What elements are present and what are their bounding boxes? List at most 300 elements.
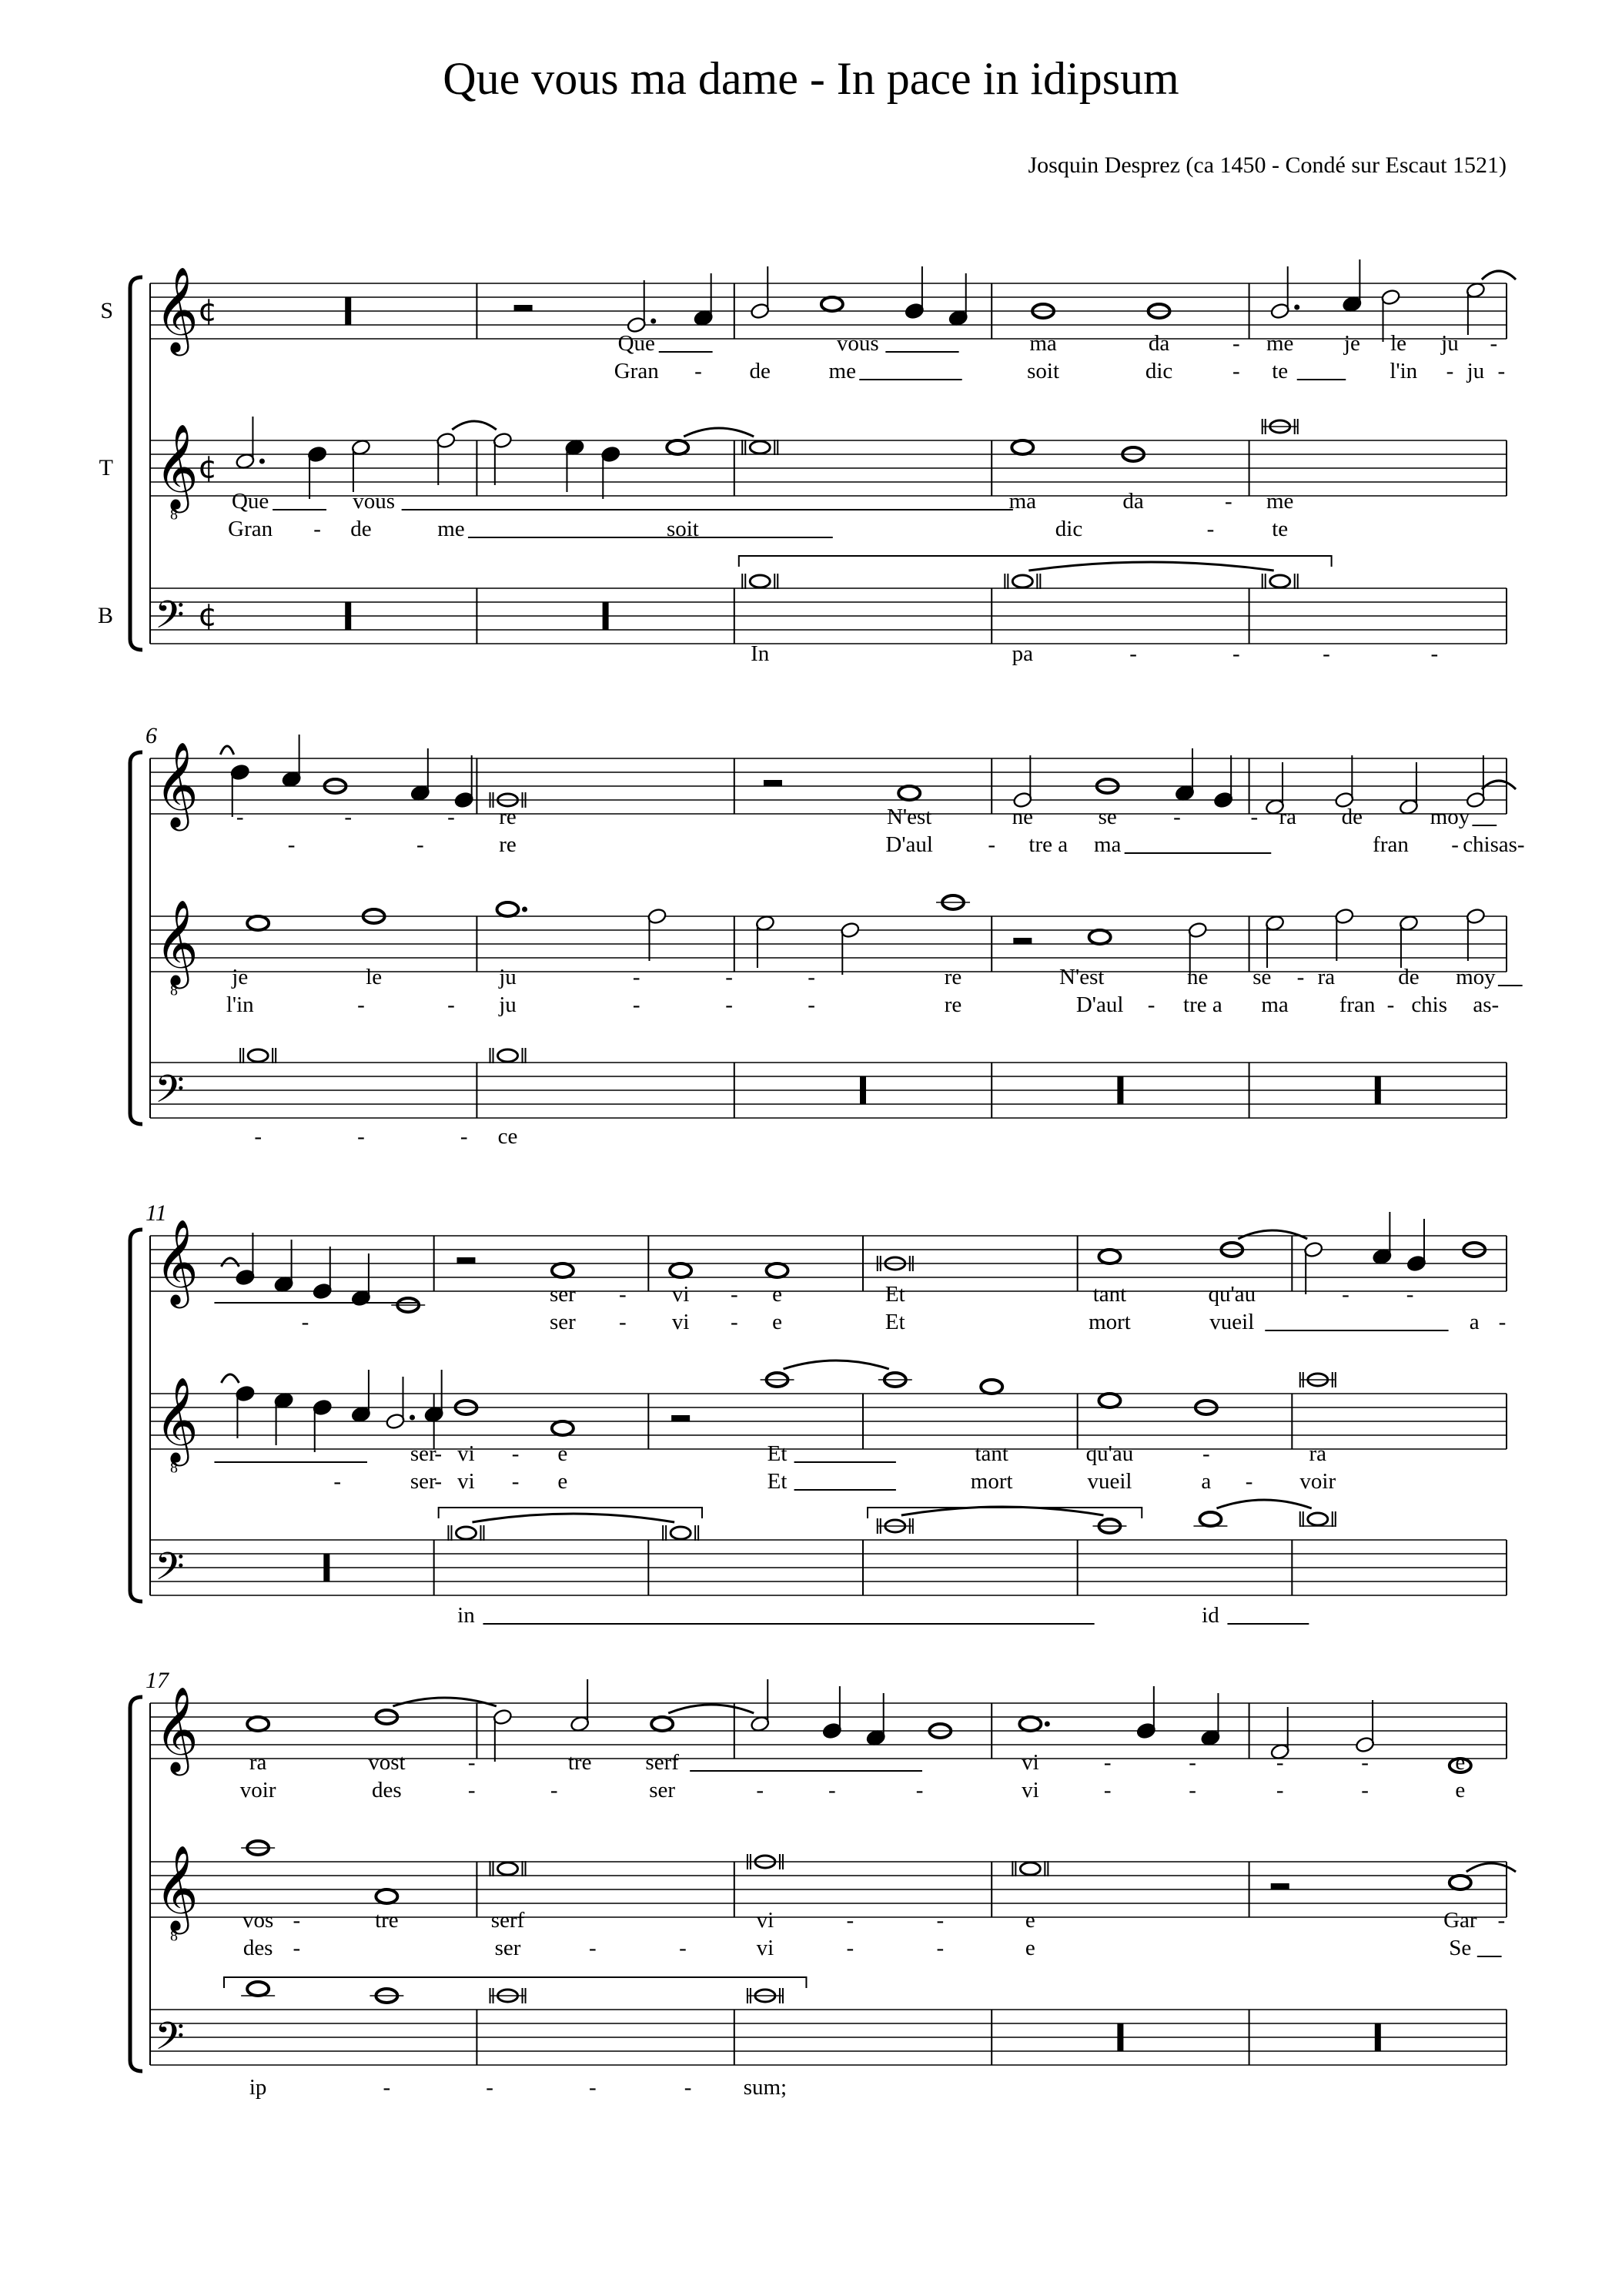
lyric-syllable: vi: [1022, 1778, 1039, 1802]
lyric-syllable: -: [357, 992, 365, 1017]
lyric-syllable: ju: [1441, 331, 1459, 356]
lyric-syllable: ra: [1317, 965, 1336, 989]
treble-clef: 𝄞: [155, 899, 199, 986]
lyric-syllable: -: [1206, 517, 1215, 541]
lyric-syllable: me: [1266, 331, 1294, 356]
breve-note: [456, 1527, 476, 1539]
breve-note: [1270, 575, 1290, 587]
tie-slur: [472, 1514, 674, 1522]
lyric-syllable: -: [511, 1469, 520, 1494]
lyric-syllable: dic: [1145, 359, 1173, 383]
lyric-syllable: se: [1252, 965, 1272, 989]
lyric-syllable: je: [1343, 331, 1360, 356]
system-bracket: [130, 1230, 142, 1602]
treble-clef: 𝄞: [155, 741, 199, 828]
lyric-syllable: -: [447, 805, 455, 829]
whole-note: [247, 1717, 269, 1731]
lyric-syllable: ra: [1279, 805, 1297, 829]
system-4: [130, 1668, 1516, 2100]
lyric-syllable: -: [1225, 489, 1232, 514]
augmentation-dot: [259, 459, 265, 464]
lyric-syllable: -: [846, 1908, 854, 1933]
lyric-syllable: -: [1296, 965, 1305, 989]
breve-note: [750, 441, 770, 454]
lyric-syllable: -: [1245, 1469, 1253, 1494]
lyric-syllable: -: [344, 805, 353, 829]
lyric-syllable: vi: [671, 1310, 690, 1334]
lyric-syllable: -: [357, 1124, 365, 1149]
lyric-syllable: Et: [885, 1282, 905, 1307]
lyric-syllable: -: [1232, 641, 1240, 666]
breve-note: [671, 1527, 691, 1539]
lyric-syllable: -: [293, 1936, 301, 1960]
lyric-syllable: vi: [756, 1908, 774, 1933]
lyric-syllable: -: [1406, 1282, 1414, 1307]
lyric-syllable: as-: [1473, 992, 1500, 1017]
treble-clef: 𝄞: [155, 1844, 199, 1931]
ligature-bracket: [739, 556, 1332, 567]
half-rest: [1271, 1883, 1289, 1889]
lyric-syllable: vi: [457, 1469, 475, 1494]
lyric-syllable: vueil: [1209, 1310, 1255, 1334]
lyric-syllable: e: [1025, 1936, 1035, 1960]
lyric-syllable: -: [447, 992, 455, 1017]
lyric-syllable: soit: [1027, 359, 1060, 383]
lyric-syllable: ne: [1012, 805, 1034, 829]
lyric-syllable: -: [550, 1778, 558, 1802]
lyric-syllable: tre a: [1028, 832, 1069, 857]
long-rest: [1117, 1076, 1123, 1104]
augmentation-dot: [522, 907, 527, 912]
lyric-syllable: Et: [885, 1310, 905, 1334]
augmentation-dot: [1294, 305, 1299, 310]
breve-note: [498, 1863, 518, 1875]
lyric-syllable: me: [828, 359, 856, 383]
lyric-syllable: Gran: [228, 517, 273, 541]
lyric-syllable: -: [756, 1778, 764, 1802]
octave-mark: 8: [170, 1459, 178, 1477]
lyric-syllable: te: [1272, 359, 1289, 383]
lyric-syllable: des: [242, 1936, 273, 1960]
lyric-syllable: e: [557, 1441, 568, 1466]
whole-note: [1012, 440, 1033, 454]
lyric-syllable: me: [1266, 489, 1294, 514]
lyric-syllable: -: [1147, 992, 1155, 1017]
whole-note: [376, 1889, 397, 1903]
lyric-syllable: ser: [410, 1441, 436, 1466]
whole-note: [667, 440, 688, 454]
breve-note: [1012, 575, 1032, 587]
lyric-syllable: moy: [1456, 965, 1496, 989]
lyric-syllable: mort: [970, 1469, 1013, 1494]
whole-note: [767, 1263, 788, 1277]
voice-label: T: [99, 455, 113, 480]
lyric-syllable: ju: [499, 965, 517, 989]
whole-note: [1089, 930, 1111, 944]
system-bracket: [130, 277, 142, 650]
lyric-syllable: tre a: [1183, 992, 1222, 1017]
half-rest: [764, 780, 782, 786]
breve-note: [1308, 1513, 1328, 1525]
treble-clef: 𝄞: [155, 266, 199, 353]
tie-slur: [668, 1705, 754, 1713]
lyric-syllable: ma: [1261, 992, 1289, 1017]
lyric-syllable: l'in: [226, 992, 254, 1017]
lyric-syllable: -: [313, 517, 321, 541]
lyric-syllable: re: [944, 965, 962, 989]
breve-note: [248, 1049, 268, 1062]
ligature-bracket: [224, 1977, 806, 1988]
lyric-syllable: te: [1272, 517, 1289, 541]
system-2: [130, 723, 1525, 1149]
lyric-syllable: -: [1497, 1908, 1506, 1933]
lyric-syllable: fran: [1373, 832, 1409, 857]
lyric-syllable: -: [1386, 992, 1395, 1017]
lyric-syllable: chis: [1463, 832, 1499, 857]
bass-clef: 𝄢: [155, 593, 185, 648]
breve-note: [498, 1049, 518, 1062]
lyric-syllable: e: [772, 1282, 782, 1307]
lyric-syllable: -: [619, 1310, 627, 1334]
long-rest: [1375, 1076, 1381, 1104]
lyric-syllable: vi: [457, 1441, 475, 1466]
lyric-syllable: N'est: [1059, 965, 1105, 989]
lyric-syllable: -: [486, 2075, 493, 2100]
bass-clef: 𝄢: [155, 2014, 185, 2069]
bass-clef: 𝄢: [155, 1067, 185, 1122]
lyric-syllable: -: [434, 1441, 443, 1466]
whole-note: [670, 1263, 691, 1277]
lyric-syllable: de: [749, 359, 771, 383]
lyric-syllable: l'in: [1390, 359, 1418, 383]
lyric-syllable: -: [632, 965, 640, 989]
lyric-syllable: Et: [767, 1441, 788, 1466]
lyric-syllable: da: [1122, 489, 1144, 514]
lyric-syllable: vous: [353, 489, 396, 514]
lyric-syllable: qu'au: [1085, 1441, 1134, 1466]
lyric-syllable: ra: [1309, 1441, 1327, 1466]
lyric-syllable: -: [416, 832, 424, 857]
lyric-syllable: moy: [1430, 805, 1470, 829]
lyric-syllable: -: [1498, 1310, 1507, 1334]
lyric-syllable: -: [808, 992, 815, 1017]
lyric-syllable: e: [1455, 1750, 1466, 1775]
lyric-syllable: -: [467, 1778, 476, 1802]
lyric-syllable: des: [372, 1778, 402, 1802]
lyric-syllable: Se: [1449, 1936, 1472, 1960]
page-title: Que vous ma dame - In pace in idipsum: [443, 53, 1179, 104]
lyric-syllable: re: [499, 832, 517, 857]
lyric-syllable: tre: [567, 1750, 592, 1775]
lyric-syllable: re: [944, 992, 962, 1017]
system-bracket: [130, 1697, 142, 2071]
lyric-syllable: -: [1497, 359, 1506, 383]
tie-slur: [220, 746, 233, 755]
tie-slur: [784, 1361, 889, 1369]
lyric-syllable: ma: [1008, 489, 1037, 514]
lyric-syllable: a: [1469, 1310, 1480, 1334]
cut-time-signature: ¢: [198, 597, 218, 634]
lyric-syllable: -: [1430, 641, 1439, 666]
lyric-syllable: le: [1390, 331, 1407, 356]
lyric-syllable: -: [1276, 1778, 1284, 1802]
lyric-syllable: vi: [671, 1282, 690, 1307]
lyric-syllable: -: [287, 832, 296, 857]
lyric-syllable: -: [936, 1908, 945, 1933]
lyric-syllable: voir: [1299, 1469, 1336, 1494]
lyric-syllable: da: [1148, 331, 1170, 356]
system-1: [98, 259, 1516, 666]
lyric-syllable: -: [1451, 832, 1459, 857]
lyric-syllable: Que: [231, 489, 269, 514]
treble-clef: 𝄞: [155, 423, 199, 510]
lyric-syllable: Gar: [1443, 1908, 1477, 1933]
lyric-syllable: vous: [836, 331, 879, 356]
lyric-syllable: -: [1103, 1750, 1112, 1775]
bass-clef: 𝄢: [155, 1545, 185, 1599]
lyric-syllable: ne: [1187, 965, 1209, 989]
lyric-syllable: D'aul: [1075, 992, 1124, 1017]
lyric-syllable: le: [366, 965, 383, 989]
lyric-syllable: tant: [975, 1441, 1008, 1466]
lyric-syllable: ser: [549, 1282, 576, 1307]
system-3: [130, 1200, 1507, 1628]
lyric-syllable: -: [1250, 805, 1259, 829]
lyric-syllable: -: [679, 1936, 687, 1960]
lyric-syllable: e: [557, 1469, 568, 1494]
lyric-syllable: -: [1173, 805, 1181, 829]
half-rest: [671, 1415, 690, 1421]
lyric-syllable: -: [988, 832, 996, 857]
lyric-syllable: -: [915, 1778, 924, 1802]
lyric-syllable: -: [1342, 1282, 1349, 1307]
lyric-syllable: -: [293, 1908, 301, 1933]
lyric-syllable: -: [589, 2075, 597, 2100]
lyric-syllable: -: [1323, 641, 1330, 666]
lyric-syllable: ip: [249, 2075, 267, 2100]
lyric-syllable: a: [1201, 1469, 1212, 1494]
half-rest: [457, 1257, 475, 1263]
lyric-syllable: ju: [1466, 359, 1485, 383]
lyric-syllable: -: [254, 1124, 262, 1149]
lyric-syllable: de: [1398, 965, 1420, 989]
lyric-syllable: D'aul: [885, 832, 933, 857]
lyric-syllable: -: [828, 1778, 836, 1802]
lyric-syllable: vueil: [1087, 1469, 1132, 1494]
lyric-syllable: -: [632, 992, 640, 1017]
long-rest: [1117, 2023, 1123, 2051]
half-rest: [514, 305, 533, 311]
lyric-syllable: -: [1276, 1750, 1284, 1775]
lyric-syllable: In: [751, 641, 770, 666]
lyric-syllable: -: [1189, 1750, 1196, 1775]
lyric-syllable: re: [499, 805, 517, 829]
lyric-syllable: vost: [368, 1750, 406, 1775]
tie-slur: [1238, 1230, 1307, 1239]
tie-slur: [1466, 1863, 1516, 1872]
lyric-syllable: -: [684, 2075, 692, 2100]
treble-clef: 𝄞: [155, 1376, 199, 1463]
lyric-syllable: N'est: [886, 805, 932, 829]
whole-note: [552, 1263, 574, 1277]
lyric-syllable: soit: [666, 517, 699, 541]
whole-note: [497, 902, 519, 916]
lyric-syllable: -: [936, 1936, 945, 1960]
lyric-syllable: -: [460, 1124, 468, 1149]
lyric-syllable: voir: [239, 1778, 276, 1802]
treble-clef: 𝄞: [155, 1218, 199, 1305]
lyric-syllable: tre: [375, 1908, 399, 1933]
measure-number: 17: [145, 1668, 169, 1693]
lyric-syllable: vi: [1022, 1750, 1039, 1775]
lyric-syllable: -: [1490, 331, 1498, 356]
lyric-syllable: -: [236, 805, 244, 829]
system-bracket: [130, 752, 142, 1124]
lyric-syllable: -: [1361, 1778, 1369, 1802]
tie-slur: [452, 421, 497, 430]
long-rest: [1375, 2023, 1381, 2051]
whole-note: [247, 916, 269, 930]
lyric-syllable: -: [1446, 359, 1454, 383]
lyric-syllable: ra: [249, 1750, 267, 1775]
augmentation-dot: [410, 1415, 415, 1421]
augmentation-dot: [650, 319, 656, 324]
lyric-syllable: chis: [1411, 992, 1448, 1017]
lyric-syllable: e: [772, 1310, 782, 1334]
lyric-syllable: -: [619, 1282, 627, 1307]
voice-label: S: [100, 298, 113, 323]
whole-note: [1099, 1394, 1120, 1407]
lyric-syllable: vos: [242, 1908, 274, 1933]
whole-note: [1019, 1717, 1041, 1731]
lyric-syllable: -: [1103, 1778, 1112, 1802]
measure-number: 11: [145, 1200, 167, 1226]
voice-label: B: [97, 603, 113, 628]
tie-slur: [221, 1374, 239, 1383]
long-rest: [345, 602, 351, 630]
breve-note: [750, 575, 770, 587]
lyric-syllable: -: [1361, 1750, 1369, 1775]
lyric-syllable: -: [589, 1936, 597, 1960]
whole-note: [1199, 1512, 1221, 1526]
tie-slur: [1216, 1500, 1311, 1508]
lyric-syllable: -: [1232, 359, 1240, 383]
tie-slur: [684, 428, 754, 437]
lyric-syllable: -: [846, 1936, 854, 1960]
lyric-syllable: de: [1341, 805, 1363, 829]
lyric-syllable: -: [1189, 1778, 1196, 1802]
lyric-syllable: -: [1129, 641, 1137, 666]
lyric-syllable: Et: [767, 1469, 788, 1494]
lyric-syllable: me: [437, 517, 465, 541]
composer-credit: Josquin Desprez (ca 1450 - Condé sur Escaut 1521): [1028, 152, 1507, 178]
whole-note: [981, 1380, 1002, 1394]
lyric-syllable: -: [730, 1310, 738, 1334]
tie-slur: [1028, 562, 1273, 571]
whole-note: [1099, 1250, 1120, 1263]
lyric-syllable: -: [333, 1469, 342, 1494]
lyric-syllable: je: [232, 965, 249, 989]
lyric-syllable: serf: [645, 1750, 679, 1775]
long-rest: [603, 602, 609, 630]
lyric-syllable: ser: [410, 1469, 436, 1494]
lyric-syllable: -: [730, 1282, 738, 1307]
treble-clef: 𝄞: [155, 1685, 199, 1772]
lyric-syllable: sum;: [743, 2075, 788, 2100]
lyric-syllable: tant: [1092, 1282, 1127, 1307]
lyric-syllable: -: [511, 1441, 520, 1466]
lyric-syllable: e: [1455, 1778, 1466, 1802]
lyric-syllable: e: [1025, 1908, 1035, 1933]
whole-note: [552, 1421, 574, 1435]
lyric-syllable: -: [434, 1469, 443, 1494]
lyric-syllable: ser: [549, 1310, 576, 1334]
breve-note: [1020, 1863, 1040, 1875]
whole-note: [821, 297, 843, 311]
octave-mark: 8: [170, 506, 178, 524]
lyric-syllable: -: [1232, 331, 1240, 356]
lyric-syllable: as-: [1498, 832, 1525, 857]
tie-slur: [1482, 781, 1516, 789]
long-rest: [860, 1076, 866, 1104]
whole-note: [651, 1717, 673, 1731]
lyric-syllable: -: [301, 1310, 309, 1334]
lyric-syllable: -: [725, 965, 733, 989]
lyric-syllable: ser: [649, 1778, 676, 1802]
lyric-syllable: fran: [1339, 992, 1376, 1017]
lyric-syllable: ma: [1029, 331, 1057, 356]
measure-number: 6: [145, 723, 157, 748]
lyric-syllable: ser: [494, 1936, 521, 1960]
whole-note: [898, 786, 920, 800]
lyric-syllable: ma: [1093, 832, 1122, 857]
lyric-syllable: -: [467, 1750, 476, 1775]
augmentation-dot: [1045, 1722, 1050, 1727]
lyric-syllable: id: [1202, 1603, 1219, 1628]
lyric-syllable: vi: [756, 1936, 774, 1960]
octave-mark: 8: [170, 982, 178, 999]
tie-slur: [1482, 271, 1516, 279]
long-rest: [345, 297, 351, 325]
lyric-syllable: -: [725, 992, 733, 1017]
long-rest: [323, 1554, 329, 1581]
lyric-syllable: mort: [1089, 1310, 1131, 1334]
whole-note: [247, 1982, 269, 1996]
lyric-syllable: Gran: [614, 359, 659, 383]
lyric-syllable: qu'au: [1208, 1282, 1256, 1307]
cut-time-signature: ¢: [198, 293, 218, 329]
lyric-syllable: in: [457, 1603, 475, 1628]
lyric-syllable: -: [383, 2075, 391, 2100]
lyric-syllable: -: [808, 965, 815, 989]
lyric-syllable: -: [694, 359, 702, 383]
lyric-syllable: serf: [490, 1908, 525, 1933]
lyric-syllable: pa: [1012, 641, 1034, 666]
whole-note: [1450, 1876, 1471, 1889]
tie-slur: [221, 1258, 239, 1267]
lyric-syllable: se: [1098, 805, 1117, 829]
lyric-syllable: dic: [1055, 517, 1083, 541]
octave-mark: 8: [170, 1927, 178, 1945]
lyric-syllable: -: [1202, 1441, 1210, 1466]
lyric-syllable: de: [350, 517, 372, 541]
lyric-syllable: Que: [617, 331, 655, 356]
half-rest: [1013, 938, 1032, 944]
lyric-syllable: ce: [497, 1124, 518, 1149]
lyric-syllable: ju: [499, 992, 517, 1017]
tie-slur: [393, 1698, 496, 1706]
cut-time-signature: ¢: [198, 450, 218, 486]
